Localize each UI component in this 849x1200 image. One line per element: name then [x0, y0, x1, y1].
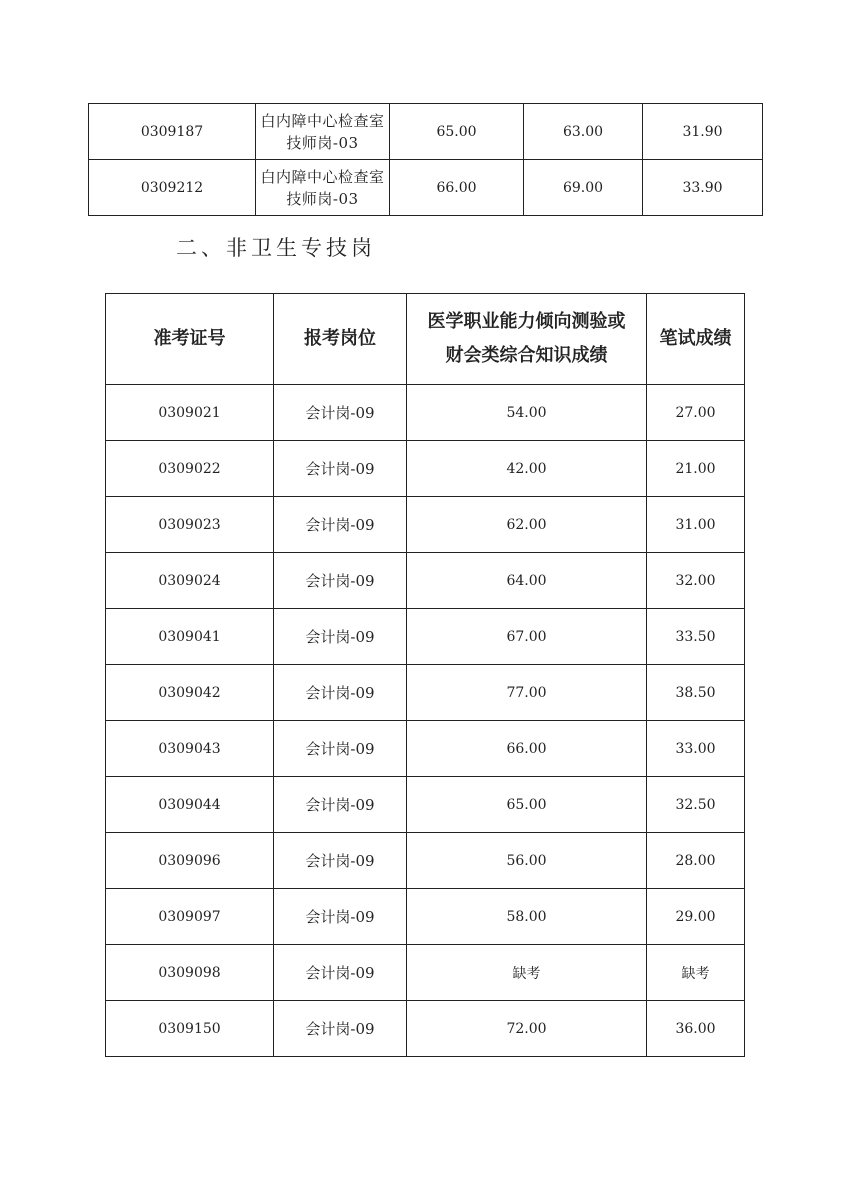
- continued-score-table: [88, 103, 763, 216]
- post-cell: 会计岗-09: [274, 609, 407, 665]
- post-cell: [256, 104, 390, 160]
- post-line2: 技师岗-03: [286, 189, 359, 208]
- continued-score-table-body: [89, 104, 763, 216]
- post-line2: 技师岗-03: [286, 133, 359, 152]
- written-score-cell: 31.00: [647, 497, 745, 553]
- exam-score-cell: 67.00: [407, 609, 647, 665]
- table-row: [106, 385, 745, 441]
- table-header: [106, 294, 745, 385]
- exam-id-cell: 0309097: [106, 889, 274, 945]
- post-cell: 会计岗-09: [274, 833, 407, 889]
- written-score-cell: 38.50: [647, 665, 745, 721]
- score2-cell: 69.00: [524, 160, 643, 216]
- exam-score-cell: 66.00: [407, 721, 647, 777]
- table-row: [106, 721, 745, 777]
- exam-score-cell: 72.00: [407, 1001, 647, 1057]
- post-cell: 会计岗-09: [274, 777, 407, 833]
- table-row: [106, 497, 745, 553]
- table-row: [106, 945, 745, 1001]
- exam-score-cell: 缺考: [407, 945, 647, 1001]
- table-row: [106, 609, 745, 665]
- exam-score-cell: 58.00: [407, 889, 647, 945]
- exam-id-cell: 0309187: [89, 104, 256, 160]
- table-row: [106, 889, 745, 945]
- exam-score-cell: 54.00: [407, 385, 647, 441]
- score1-cell: 65.00: [390, 104, 524, 160]
- table-row: [106, 833, 745, 889]
- exam-id-cell: 0309098: [106, 945, 274, 1001]
- exam-id-cell: 0309021: [106, 385, 274, 441]
- exam-id-cell: 0309022: [106, 441, 274, 497]
- exam-score-cell: 65.00: [407, 777, 647, 833]
- post-cell: 会计岗-09: [274, 721, 407, 777]
- written-score-cell: 28.00: [647, 833, 745, 889]
- written-score-cell: 27.00: [647, 385, 745, 441]
- exam-score-cell: 62.00: [407, 497, 647, 553]
- header-row: [106, 294, 745, 385]
- table-row: [106, 665, 745, 721]
- table-row: [89, 104, 763, 160]
- table-row: [106, 441, 745, 497]
- section-heading: 二、非卫生专技岗: [176, 236, 376, 260]
- exam-id-cell: 0309041: [106, 609, 274, 665]
- table-row: [89, 160, 763, 216]
- table-row: [106, 553, 745, 609]
- post-cell: 会计岗-09: [274, 441, 407, 497]
- post-cell: 会计岗-09: [274, 497, 407, 553]
- written-score-cell: 缺考: [647, 945, 745, 1001]
- table-row: [106, 1001, 745, 1057]
- score2-cell: 63.00: [524, 104, 643, 160]
- non-health-technical-score-table: [105, 293, 745, 1057]
- post-line1: 白内障中心检查室: [260, 167, 385, 186]
- post-cell: 会计岗-09: [274, 1001, 407, 1057]
- written-score-cell: 36.00: [647, 1001, 745, 1057]
- exam-id-cell: 0309150: [106, 1001, 274, 1057]
- exam-score-cell: 56.00: [407, 833, 647, 889]
- exam-id-cell: 0309044: [106, 777, 274, 833]
- written-score-cell: 29.00: [647, 889, 745, 945]
- header-written-score: 笔试成绩: [647, 294, 745, 385]
- header-exam-id: 准考证号: [106, 294, 274, 385]
- post-cell: [256, 160, 390, 216]
- written-score-cell: 33.00: [647, 721, 745, 777]
- written-score-cell: 32.50: [647, 777, 745, 833]
- exam-score-cell: 64.00: [407, 553, 647, 609]
- written-score-cell: 21.00: [647, 441, 745, 497]
- exam-score-cell: 77.00: [407, 665, 647, 721]
- exam-id-cell: 0309212: [89, 160, 256, 216]
- score1-cell: 66.00: [390, 160, 524, 216]
- post-cell: 会计岗-09: [274, 553, 407, 609]
- table-body: [106, 385, 745, 1057]
- post-cell: 会计岗-09: [274, 385, 407, 441]
- post-cell: 会计岗-09: [274, 945, 407, 1001]
- exam-id-cell: 0309024: [106, 553, 274, 609]
- score3-cell: 31.90: [643, 104, 763, 160]
- exam-id-cell: 0309023: [106, 497, 274, 553]
- post-line1: 白内障中心检查室: [260, 111, 385, 130]
- score3-cell: 33.90: [643, 160, 763, 216]
- header-exam-score: [407, 294, 647, 385]
- header-exam-score-line2: 财会类综合知识成绩: [445, 345, 608, 366]
- exam-score-cell: 42.00: [407, 441, 647, 497]
- exam-id-cell: 0309096: [106, 833, 274, 889]
- post-cell: 会计岗-09: [274, 665, 407, 721]
- header-exam-score-line1: 医学职业能力倾向测验或: [427, 311, 626, 332]
- exam-id-cell: 0309043: [106, 721, 274, 777]
- post-cell: 会计岗-09: [274, 889, 407, 945]
- header-post: 报考岗位: [274, 294, 407, 385]
- written-score-cell: 32.00: [647, 553, 745, 609]
- written-score-cell: 33.50: [647, 609, 745, 665]
- exam-id-cell: 0309042: [106, 665, 274, 721]
- table-row: [106, 777, 745, 833]
